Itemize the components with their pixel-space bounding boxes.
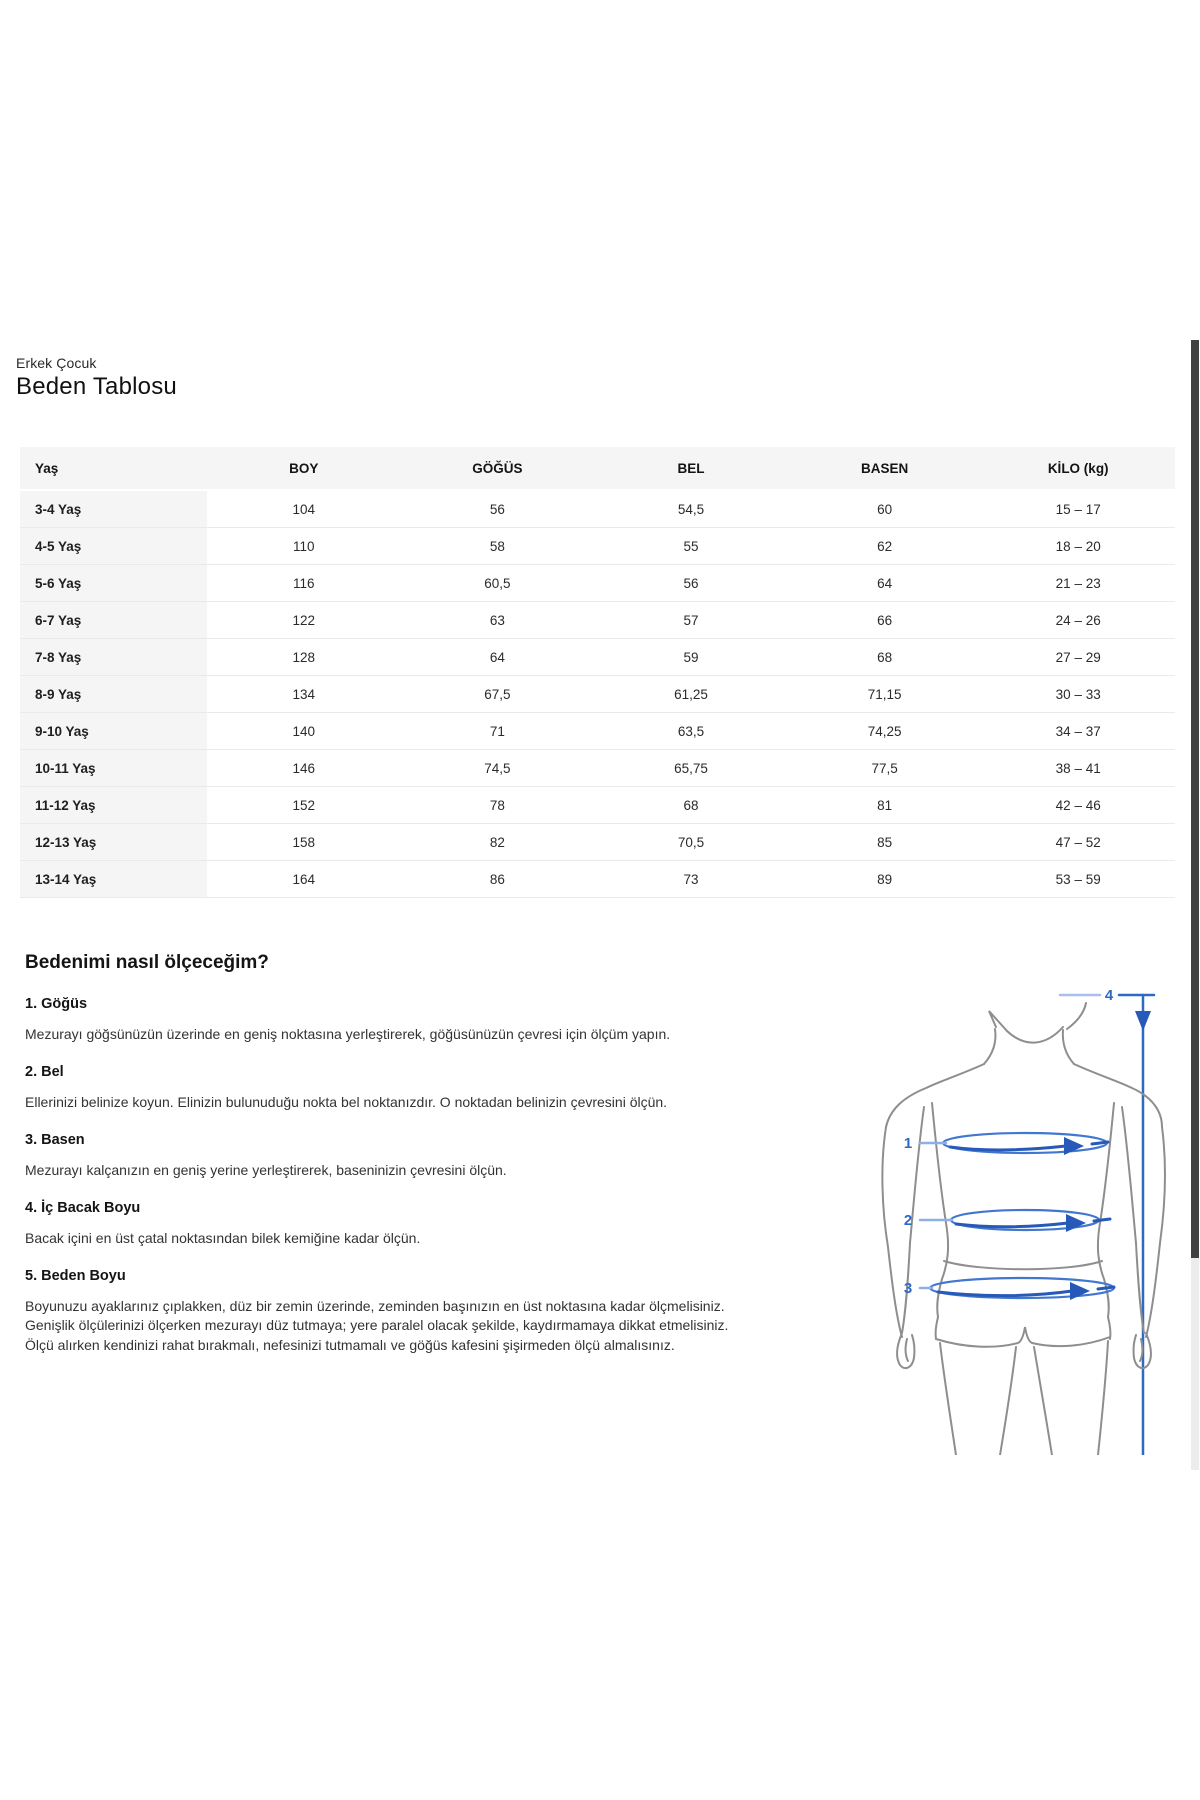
table-cell: 47 – 52 [1055,834,1101,850]
table-cell: 77,5 [871,760,898,776]
table-cell: 81 [877,797,893,813]
table-cell: 60 [877,501,893,517]
table-cell: 63,5 [677,723,705,739]
guide-item-chest-text: Mezurayı göğsünüzün üzerinde en geniş noktasına yerleştirerek, göğüsünüzün çevresi için ölçüm yapın. [25,1026,671,1042]
table-cell: 15 – 17 [1055,501,1101,517]
row-label: 7-8 Yaş [20,639,207,675]
marker-3: 3 [903,1280,913,1297]
row-label: 5-6 Yaş [20,565,207,601]
guide-title: Bedenimi nasıl ölçeceğim? [25,952,269,973]
table-cell: 74,25 [867,723,902,739]
table-cell: 21 – 23 [1055,575,1101,591]
table-cell: 122 [292,612,316,628]
column-header-waist: BEL [677,460,705,476]
table-cell: 164 [292,871,316,887]
table-row [20,861,1175,898]
table-row [20,824,1175,861]
table-cell: 56 [489,501,505,517]
guide-item-inseam-text: Bacak içini en üst çatal noktasından bilek kemiğine kadar ölçün. [25,1229,421,1246]
table-cell: 54,5 [677,501,705,517]
table-cell: 65,75 [674,760,708,776]
guide-item-waist-label: 2. Bel [25,1063,64,1080]
table-cell: 56 [683,575,699,591]
table-cell: 128 [292,649,316,665]
scrollbar-thumb[interactable] [1191,340,1199,1258]
table-cell: 60,5 [484,575,511,591]
table-row [20,639,1175,676]
table-cell: 30 – 33 [1055,686,1101,702]
table-cell: 110 [293,538,315,554]
guide-item-inseam-label: 4. İç Bacak Boyu [25,1199,141,1216]
category-label: Erkek Çocuk [16,355,97,371]
table-cell: 86 [489,871,505,887]
measurement-guide [25,952,745,1375]
row-label: 4-5 Yaş [20,528,207,564]
table-cell: 64 [877,575,893,591]
hip-measure-band [904,1278,1114,1300]
guide-item-chest-label: 1. Göğüs [25,996,88,1012]
table-cell: 140 [292,723,316,739]
row-label: 12-13 Yaş [20,824,207,860]
table-cell: 55 [683,538,699,554]
table-cell: 61,25 [674,686,708,702]
row-label: 11-12 Yaş [20,787,207,823]
table-cell: 34 – 37 [1055,723,1101,739]
page-title: Beden Tablosu [16,373,177,400]
table-cell: 53 – 59 [1055,871,1101,887]
table-row [20,491,1175,528]
table-cell: 58 [489,538,505,554]
size-table [20,447,1175,898]
table-row [20,676,1175,713]
table-cell: 85 [877,834,893,850]
table-row [20,602,1175,639]
table-cell: 63 [489,612,505,628]
row-label: 3-4 Yaş [20,491,207,527]
table-cell: 27 – 29 [1055,649,1101,665]
guide-item-hip-label: 3. Basen [25,1131,85,1148]
table-cell: 59 [683,649,699,665]
column-header-hip: BASEN [860,460,909,476]
table-cell: 18 – 20 [1055,538,1101,554]
table-cell: 38 – 41 [1055,760,1101,776]
row-label: 13-14 Yaş [20,861,207,897]
column-header-age: Yaş [35,460,59,476]
table-cell: 62 [877,538,893,554]
table-cell: 74,5 [484,760,511,776]
table-cell: 70,5 [677,834,705,850]
guide-item-body-height-text: Boyunuzu ayaklarınız çıplakken, düz bir zemin üzerinde, zeminden başınızın en üst noktasına kadar ölçmelisiniz. Genişlik ölçülerinizi ölçerken mezurayı düz tutmaya; yere paralel olacak şekilde, kaydırmamaya dikkat etmelisiniz. Ölçü alırken kendinizi rahat bırakmalı, nefesinizi tutmamalı ve göğüs kafesini şişirmeden ölçü almalısınız. [25,1297,729,1354]
waist-measure-band [904,1210,1110,1232]
column-header-weight: KİLO (kg) [1047,460,1109,476]
marker-2: 2 [903,1212,913,1229]
guide-item-body-height-label: 5. Beden Boyu [25,1267,126,1284]
table-row [20,750,1175,787]
table-cell: 42 – 46 [1055,797,1101,813]
table-cell: 64 [489,649,505,665]
marker-1: 1 [903,1135,913,1152]
marker-4: 4 [1104,987,1114,1004]
row-label: 10-11 Yaş [20,750,207,786]
table-cell: 57 [683,612,699,628]
table-cell: 134 [292,686,316,702]
row-label: 9-10 Yaş [20,713,207,749]
table-row [20,528,1175,565]
table-row [20,713,1175,750]
guide-item-hip-text: Mezurayı kalçanızın en geniş yerine yerleştirerek, baseninizin çevresini ölçün. [25,1161,507,1178]
table-cell: 71,15 [867,686,902,702]
table-cell: 24 – 26 [1055,612,1101,628]
title-block [16,355,177,401]
table-row [20,787,1175,824]
table-cell: 152 [292,797,316,813]
table-cell: 68 [877,649,893,665]
scrollbar-track[interactable] [1191,340,1199,1470]
table-cell: 68 [683,797,699,813]
table-row [20,565,1175,602]
table-cell: 67,5 [484,686,511,702]
table-cell: 116 [293,575,315,591]
row-label: 6-7 Yaş [20,602,207,638]
table-cell: 146 [292,760,316,776]
body-measurement-diagram [820,985,1170,1455]
table-cell: 73 [683,871,699,887]
table-cell: 158 [292,834,316,850]
table-cell: 78 [489,797,505,813]
table-header-row [20,447,1175,489]
table-cell: 71 [489,723,505,739]
table-cell: 89 [877,871,893,887]
guide-item-waist-text: Ellerinizi belinize koyun. Elinizin bulunuduğu nokta bel noktanızdır. O noktadan belinizin çevresini ölçün. [25,1093,668,1110]
table-cell: 82 [489,834,505,850]
column-header-height: BOY [289,460,319,476]
column-header-chest: GÖĞÜS [472,460,523,476]
table-cell: 66 [877,612,893,628]
row-label: 8-9 Yaş [20,676,207,712]
table-cell: 104 [292,501,316,517]
